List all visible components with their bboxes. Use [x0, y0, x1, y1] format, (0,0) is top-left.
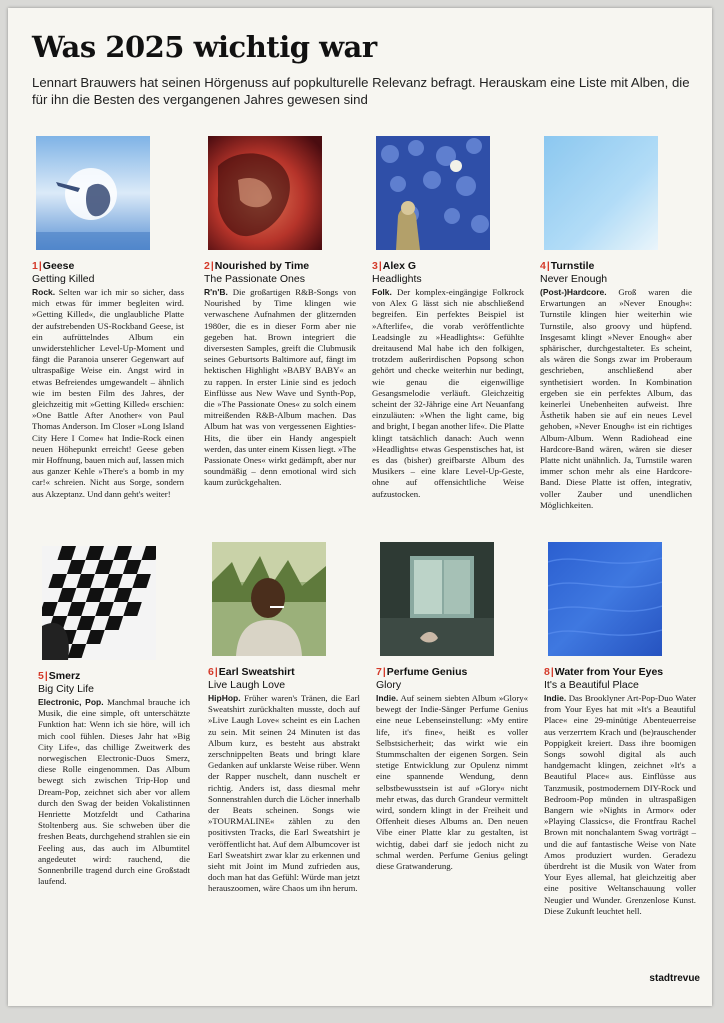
entry-heading: 1|Geese — [32, 260, 75, 272]
album-title: Getting Killed — [32, 273, 95, 285]
album-cover-smerz — [42, 546, 156, 660]
album-title: Live Laugh Love — [208, 679, 286, 691]
album-title: Big City Life — [38, 683, 95, 695]
artist-name: Alex G — [382, 260, 417, 272]
album-cover-perfume-genius — [380, 542, 494, 656]
entry-heading: 2|Nourished by Time — [204, 260, 310, 272]
album-title: The Passionate Ones — [204, 273, 305, 285]
album-cover-nourished-by-time — [208, 136, 322, 250]
review-text: R'n'B. Die großartigen R&B-Songs von Nourished by Time klingen wie verwaschene Aufnahmen der glitzernden 1980er, die es in dieser Form aber nie gegeben hat. Brown integriert die diversesten Samples, greift die Clubmusik seines Geburtsorts Baltimore auf, fängt im hektischen Highlight »BABY BABY« an zu rappen. In erster Linie sind es jedoch Einflüsse aus New Wave und Synth-Pop, die »The Passionate Ones« zu solch einem mitreißenden R&B-Album machen. Das Album hat was von vergessenen Eighties-Hits, die über ein Handy angespielt werden, das unter einem Kissen liegt. »The Passionate Ones« wirkt gedämpft, aber nur soundmäßig – denn emotional wird sich kaum zurückgehalten. — [204, 287, 356, 488]
album-title: It's a Beautiful Place — [544, 679, 639, 691]
genre-label: Rock. — [32, 287, 56, 297]
review-text: Electronic, Pop. Manchmal brauche ich Musik, die eine simple, oft unterschätzte Funktion hat: Wenn ich sie höre, will ich mich cool fühlen. Dieses Jahr hat »Big City Life«, das chillige Zweitwerk des norwegischen Electronic-Duos Smerz, diese Rolle eingenommen. Das Album bewegt sich zwischen Trip-Hop und Dream-Pop, zeichnet sich aber vor allem durch den Swag der beiden Vokalistinnen Henriette Motzfeldt und Catharina Stoltenberg aus. Sie schweben über die freshen Beats, durchgehend strahlen sie ein Feeling aus, das auch im Albumtitel angedeutet wird: rauchend, die Sonnenbrille tragend durch eine Großstadt laufend. — [38, 697, 190, 887]
entry-heading: 4|Turnstile — [540, 260, 595, 272]
genre-label: HipHop. — [208, 693, 241, 703]
page-title: Was 2025 wichtig war — [32, 30, 377, 64]
artist-name: Turnstile — [550, 260, 595, 272]
artist-name: Water from Your Eyes — [554, 666, 664, 678]
artist-name: Geese — [42, 260, 75, 272]
album-entry-4 — [540, 136, 692, 511]
album-entry-5 — [38, 546, 190, 887]
album-entry-1 — [32, 136, 184, 500]
review-text: HipHop. Früher waren's Tränen, die Earl Sweatshirt zurückhalten musste, doch auf »Live Laugh Love« scheint es ein Lachen zu sein. Mit seinen 24 Minuten ist das Album kurz, es besteht aus abstrakt zerschnippelten Beats und bringt klare Gedanken auf unklarste Weise rüber. Wenn der Rapper nuschelt, dann nuschelt er richtig. Anders ist, dass diesmal mehr Sonnenstrahlen durch die Löcher innerhalb der Beats scheinen. Songs wie »TOURMALINE« zählen zu den positivsten Tracks, die Earl Sweatshirt je veröffentlicht hat. Auf dem Albumcover ist Earl Sweatshirt zwar klar zu erkennen und sieht mit Joint im Mund zufrieden aus, doch man hat das Gefühl: Würde man jetzt herauszoomen, wäre Chaos um ihn herum. — [208, 693, 360, 894]
album-cover-alex-g — [376, 136, 490, 250]
genre-label: Indie. — [544, 693, 567, 703]
genre-label: Folk. — [372, 287, 392, 297]
entry-heading: 3|Alex G — [372, 260, 417, 272]
entry-heading: 6|Earl Sweatshirt — [208, 666, 295, 678]
album-entry-3 — [372, 136, 524, 500]
review-text: Folk. Der komplex-eingängige Folkrock von Alex G lässt sich nie abschließend begreifen. Ein perfektes Beispiel ist »Afterlife«, die vorab veröffentlichte Leadsingle zu »Headlights«: Gefühlte dreitausend Mal habe ich den folkigen, trotzdem außerirdischen Popsong schon gehört und checke weiterhin nur bedingt, wie genau die eigenwillige Gesangsmelodie verläuft. Gleichzeitig scheint der 32-Jährige eine Art Neuanfang einzuläuten: »When the light came, big and bright, I began another life«. Die Platte klingt tatsächlich danach: Auch wenn »Headlights« etwas Gespenstisches hat, ist es das (bisher) greifbarste Album des Musikers – eine klare Level-Up-Geste, ohne auf offensichtliche Weise aufzustocken. — [372, 287, 524, 499]
review-text: Indie. Auf seinem siebten Album »Glory« bewegt der Indie-Sänger Perfume Genius eine neue Lebenseinstellung: »My entire life, it's fine«, heißt es voller Selbstsicherheit; das wirkt wie ein Stummschalten der eigenen Sorgen. Sein stetige Entwicklung zur Opulenz nimmt eine spannende Wendung, denn selbstbewusstsein ist auf »Glory« nicht mehr etwas, das durch Grandeur vermittelt wird, sondern klingt in der Freiheit und Offenheit dieses Albums an. Den neuen Vibe einer Platte klar zu gestalten, ist wichtig, dabei darf sie jedoch nicht zu schmal werden. Perfume Genius gelingt diese Gratwanderung. — [376, 693, 528, 872]
artist-name: Smerz — [48, 670, 81, 682]
review-text: Indie. Das Brooklyner Art-Pop-Duo Water from Your Eyes hat mit »It's a Beautiful Place« eine 29-minütige Abenteuerreise aus verzerrtem Krach und (be)rauschender Poppigkeit kreiert. Dass ihre boomigen Songs sowohl digital als auch handgemacht klingen, zeichnet »It's a Beautiful Place« aus. Einflüsse aus Tanzmusik, postmodernem DIY-Rock und Bedroom-Pop münden in ultraspaßigen Bangern wie »Nights in Armor« oder »Playing Classics«, die Frontfrau Rachel Brown mit nonchalantem Swag vorträgt – und die auf fantastische Weise von Nate Amos produziert wurden. Geradezu überdreht ist die Musik von Water from Your Eyes allemal, hat gleichzeitig aber eine positive Weltanschauung voller Neugier und Wunder. Grenzenlose Kunst. Diese Zukunft leuchtet hell. — [544, 693, 696, 916]
magazine-page — [8, 8, 712, 1006]
album-cover-earl-sweatshirt — [212, 542, 326, 656]
genre-label: (Post-)Hardcore. — [540, 287, 607, 297]
entry-heading: 5|Smerz — [38, 670, 81, 682]
artist-name: Perfume Genius — [386, 666, 468, 678]
publication-name: stadtrevue — [649, 973, 700, 984]
intro-text: Lennart Brauwers hat seinen Hörgenuss auf popkulturelle Relevanz befragt. Herauskam eine Liste mit Alben, die für ihn die Besten des vergangenen Jahres gewesen sind — [32, 75, 690, 107]
album-title: Never Enough — [540, 273, 608, 285]
album-cover-water-from-your-eyes — [548, 542, 662, 656]
artist-name: Nourished by Time — [214, 260, 310, 272]
album-title: Glory — [376, 679, 402, 691]
album-entry-6 — [208, 542, 360, 895]
entry-heading: 8|Water from Your Eyes — [544, 666, 664, 678]
genre-label: Electronic, Pop. — [38, 697, 104, 707]
genre-label: R'n'B. — [204, 287, 228, 297]
album-entry-7 — [376, 542, 528, 872]
album-title: Headlights — [372, 273, 422, 285]
review-text: (Post-)Hardcore. Groß waren die Erwartungen an »Never Enough«: Turnstile klingen hier weiterhin wie Turnstile, also groovy und hüpfend. Insgesamt klingt »Never Enough« aber sphärischer, durchgestalteter. Es scheint, als wären die Songs zwar im Proberaum geschrieben, anschließend aber synthetisiert worden. In Kombination ergeben sie ein perfektes Album, das keinerlei Unebenheiten aufweist. Ihre Ästhetik haben sie auf ein neues Level gehoben, »Never Enough« ist ein richtiges Album-Album. Wenn Radiohead eine Hardcore-Band wären, wären sie dieser Platte nicht unähnlich. Ja, Turnstile waren immer schon mehr als eine Hardcore-Band. Diese Platte ist offen, integrativ, voller Zauber und unendlichen Möglichkeiten. — [540, 287, 692, 510]
artist-name: Earl Sweatshirt — [218, 666, 295, 678]
album-cover-turnstile — [544, 136, 658, 250]
review-text: Rock. Selten war ich mir so sicher, dass mich etwas für immer begleiten wird. »Getting Killed«, die unglaubliche Platte der aufstrebenden US-Rockband Geese, ist ein aufrüttelndes Album ein unwiderstehlicher Level-Up-Moment und fängt die Paranoia unserer Gegenwart auf ultraspaßige Weise ein. Angst wird in etwas Befreiendes umgewandelt – ähnlich wie im besten Film des Jahres, der gleichzeitig mit »Getting Killed« erschien: »One Battle After Another« von Paul Thomas Anderson. Im Closer »Long Island City Here I Come« hat Indie-Rock einen neuen Höhepunkt erreicht! Geese geben mir Hoffnung, bauen mich auf, lassen mich aus ganzer Kehle »There's a bomb in my car!« schreien. Nicht aus Sorge, sondern aus Akzeptanz. Und dann geht's weiter! — [32, 287, 184, 499]
album-entry-2 — [204, 136, 356, 489]
genre-label: Indie. — [376, 693, 399, 703]
album-entry-8 — [544, 542, 696, 917]
entry-heading: 7|Perfume Genius — [376, 666, 468, 678]
album-cover-geese — [36, 136, 150, 250]
